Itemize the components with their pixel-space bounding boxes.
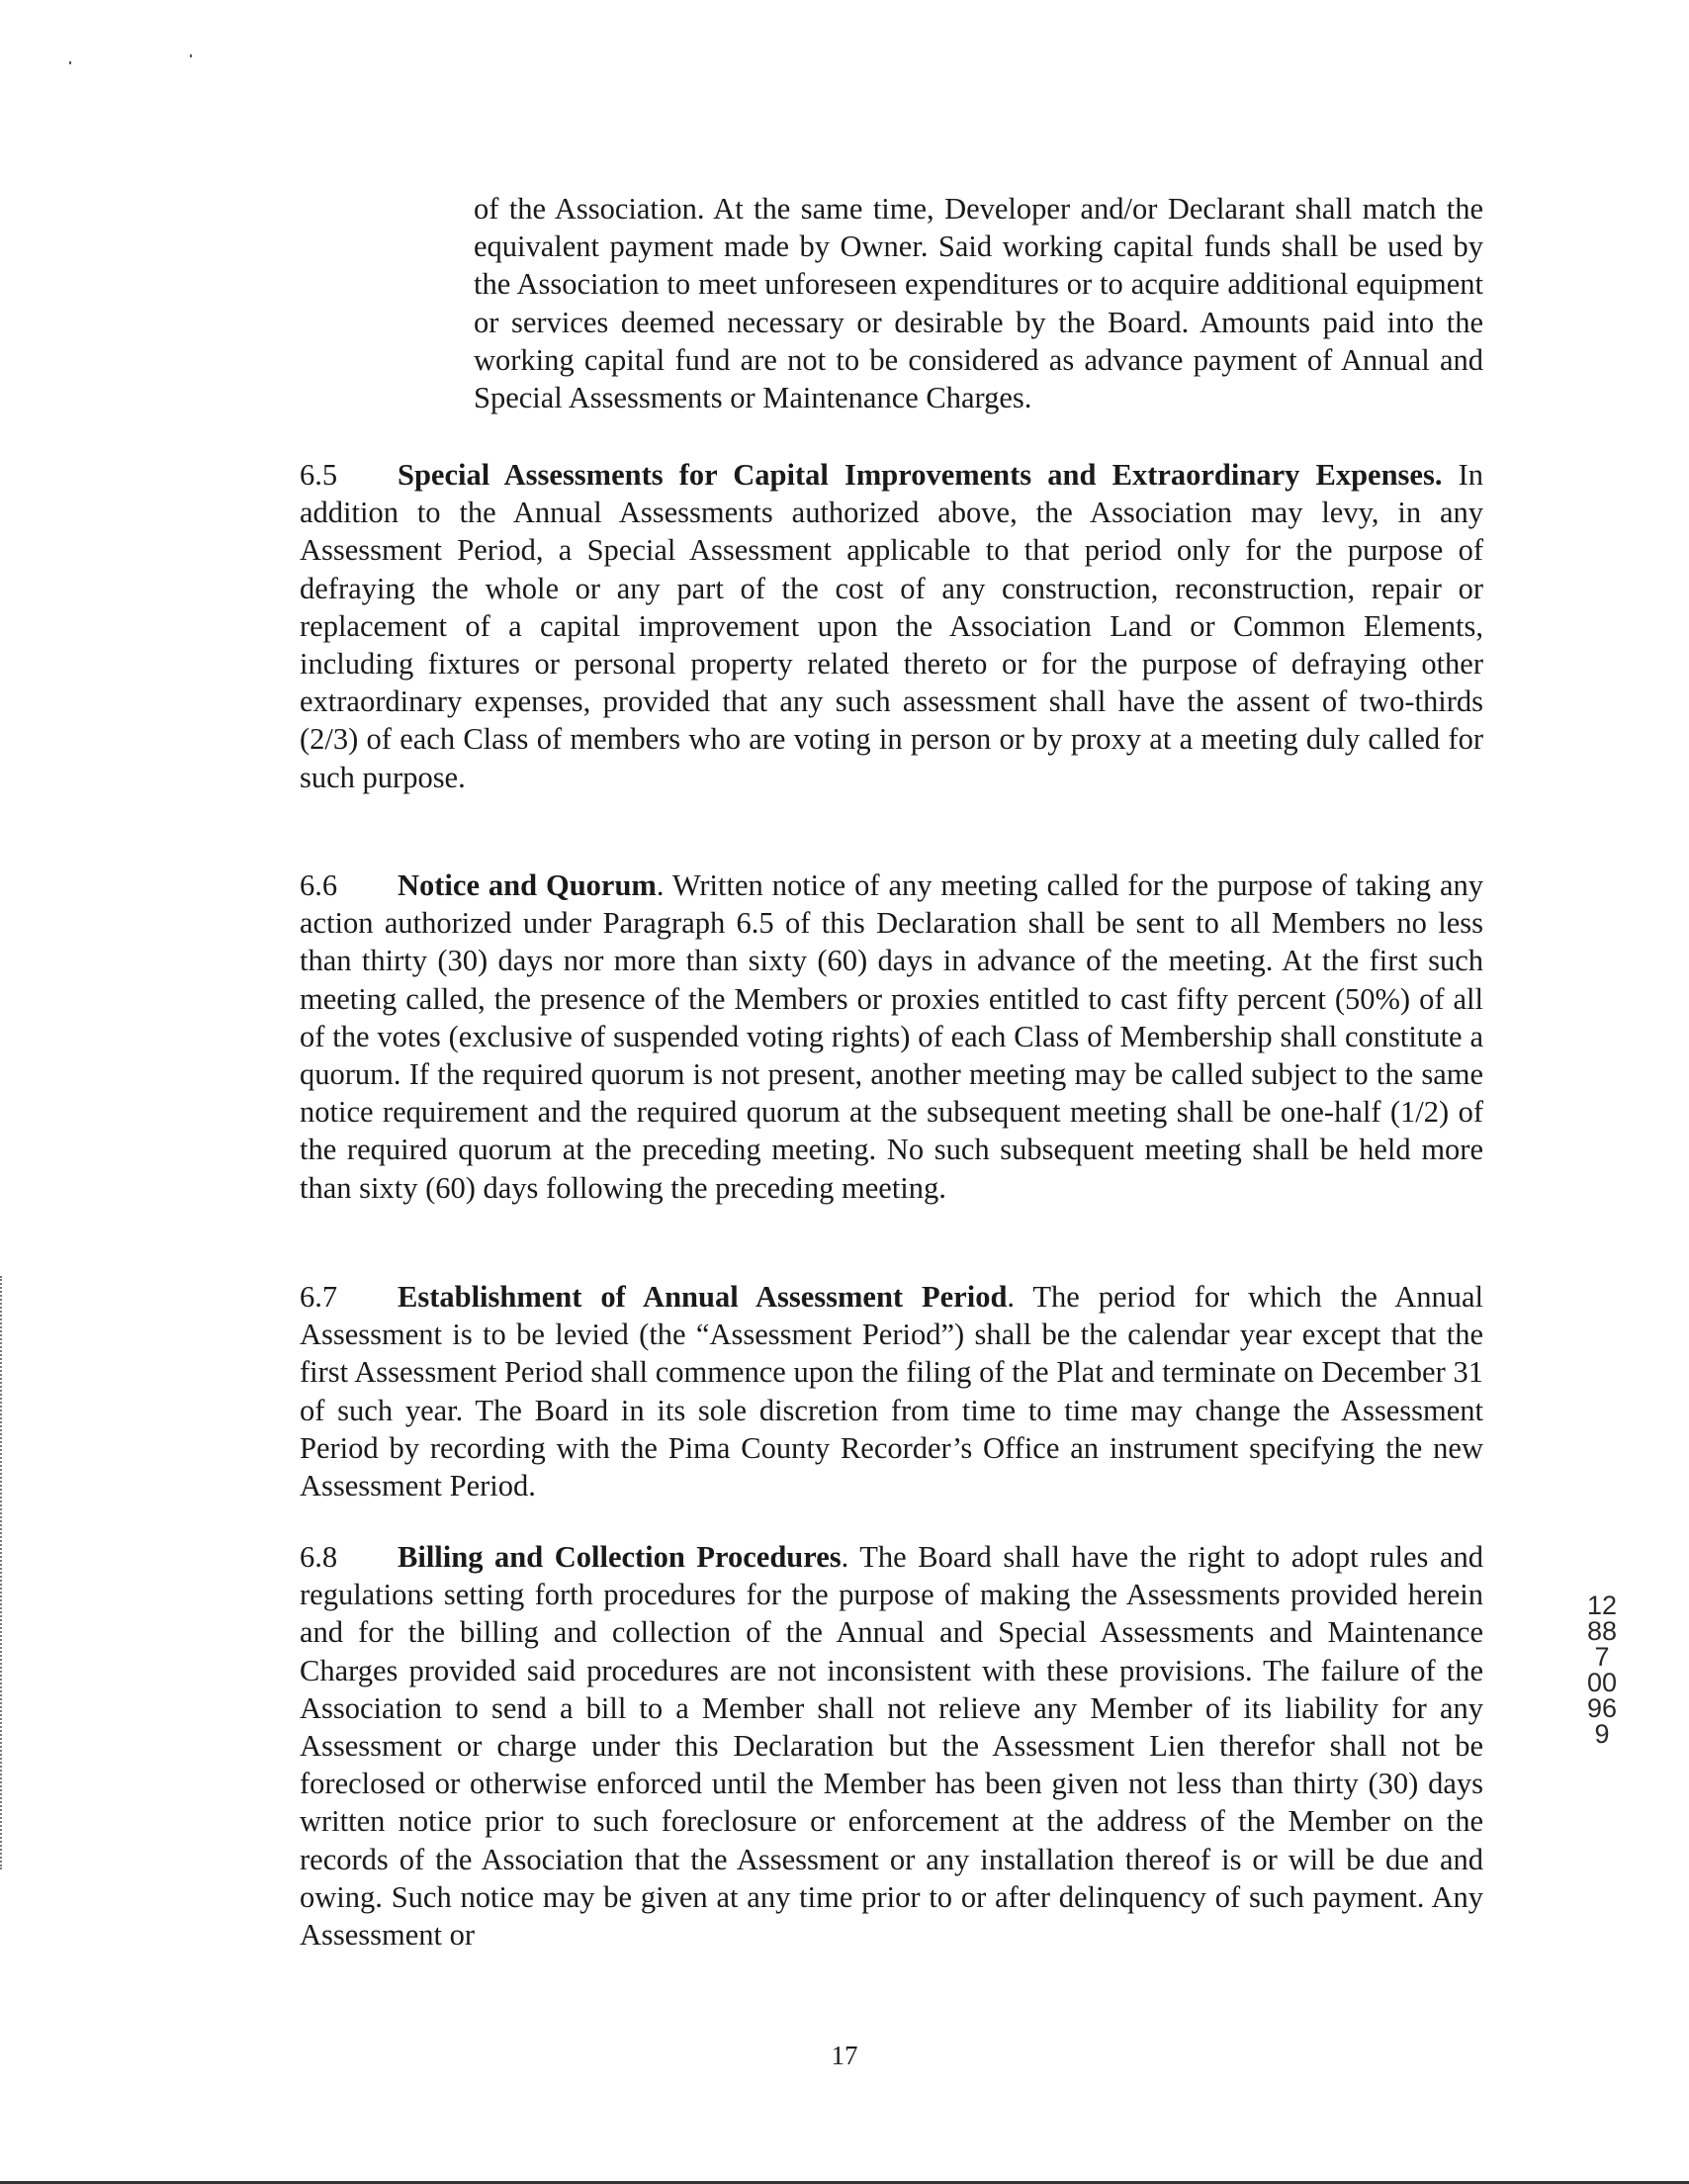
section-body: In addition to the Annual Assessments authorized above, the Association may levy, in any Assessment Period, a Special Assessment applicable to that period only for the purpose of defraying the whole or any part of the cost of any construction, reconstruction, repair or replacement of a capital improvement upon the Association Land or Common Elements, including fixtures or personal property related thereto or for the purpose of defraying other extraordinary expenses, provided that any such assessment shall have the assent of two-thirds (2/3) of each Class of members who are voting in person or by proxy at a meeting duly called for such purpose. bbox=[300, 458, 1483, 794]
recording-number: 12887 00969 bbox=[1586, 1591, 1618, 1749]
section-body: . Written notice of any meeting called for the purpose of taking any action authorized under Paragraph 6.5 of this Declaration shall be sent to all Members no less than thirty (30) days nor more than sixty (60) days in advance of the meeting. At the first such meeting called, the presence of the Members or proxies entitled to cast fifty percent (50%) of all of the votes (exclusive of suspended voting rights) of each Class of Membership shall constitute a quorum. If the required quorum is not present, another meeting may be called subject to the same notice requirement and the required quorum at the subsequent meeting shall be one-half (1/2) of the required quorum at the preceding meeting. No such subsequent meeting shall be held more than sixty (60) days following the preceding meeting. bbox=[300, 868, 1483, 1205]
section-body: . The period for which the Annual Assessment is to be levied (the “Assessment Period”) shall be the calendar year except that the first Assessment Period shall commence upon the filing of the Plat and terminate on December 31 of such year. The Board in its sole discretion from time to time may change the Assessment Period by recording with the Pima County Recorder’s Office an instrument specifying the new Assessment Period. bbox=[300, 1280, 1483, 1503]
section-6-5 bbox=[300, 456, 1483, 796]
scan-speck bbox=[190, 54, 192, 57]
section-title: Billing and Collection Procedures bbox=[398, 1540, 842, 1574]
scan-speck bbox=[69, 61, 71, 64]
scan-edge-left bbox=[0, 1276, 4, 1869]
section-6-7 bbox=[300, 1278, 1483, 1504]
section-body: . The Board shall have the right to adopt rules and regulations setting forth procedures for the purpose of making the Assessments provided herein and for the billing and collection of the Annual and Special Assessments and Maintenance Charges provided said procedures are not inconsistent with these provisions. The failure of the Association to send a bill to a Member shall not relieve any Member of its liability for any Assessment or charge under this Declaration but the Assessment Lien therefor shall not be foreclosed or otherwise enforced until the Member has been given not less than thirty (30) days written notice prior to such foreclosure or enforcement at the address of the Member on the records of the Association that the Assessment or any installation thereof is or will be due and owing. Such notice may be given at any time prior to or after delinquency of such payment. Any Assessment or bbox=[300, 1540, 1484, 1953]
section-number: 6.5 bbox=[300, 458, 338, 492]
section-number: 6.8 bbox=[300, 1540, 338, 1574]
section-6-8 bbox=[300, 1538, 1483, 1954]
section-number: 6.7 bbox=[300, 1280, 338, 1314]
continuation-paragraph bbox=[474, 190, 1483, 416]
section-6-6 bbox=[300, 866, 1483, 1207]
continuation-text: of the Association. At the same time, Developer and/or Declarant shall match the equivalent payment made by Owner. Said working capital funds shall be used by the Association to meet unforeseen expenditures or to acquire additional equipment or services deemed necessary or desirable by the Board. Amounts paid into the working capital fund are not to be considered as advance payment of Annual and Special Assessments or Maintenance Charges. bbox=[474, 192, 1483, 415]
section-title: Special Assessments for Capital Improvements and Extraordinary Expenses. bbox=[398, 458, 1443, 492]
section-title: Notice and Quorum bbox=[398, 868, 657, 902]
page-number: 17 bbox=[831, 2041, 858, 2070]
section-number: 6.6 bbox=[300, 868, 338, 902]
section-title: Establishment of Annual Assessment Period bbox=[398, 1280, 1008, 1314]
